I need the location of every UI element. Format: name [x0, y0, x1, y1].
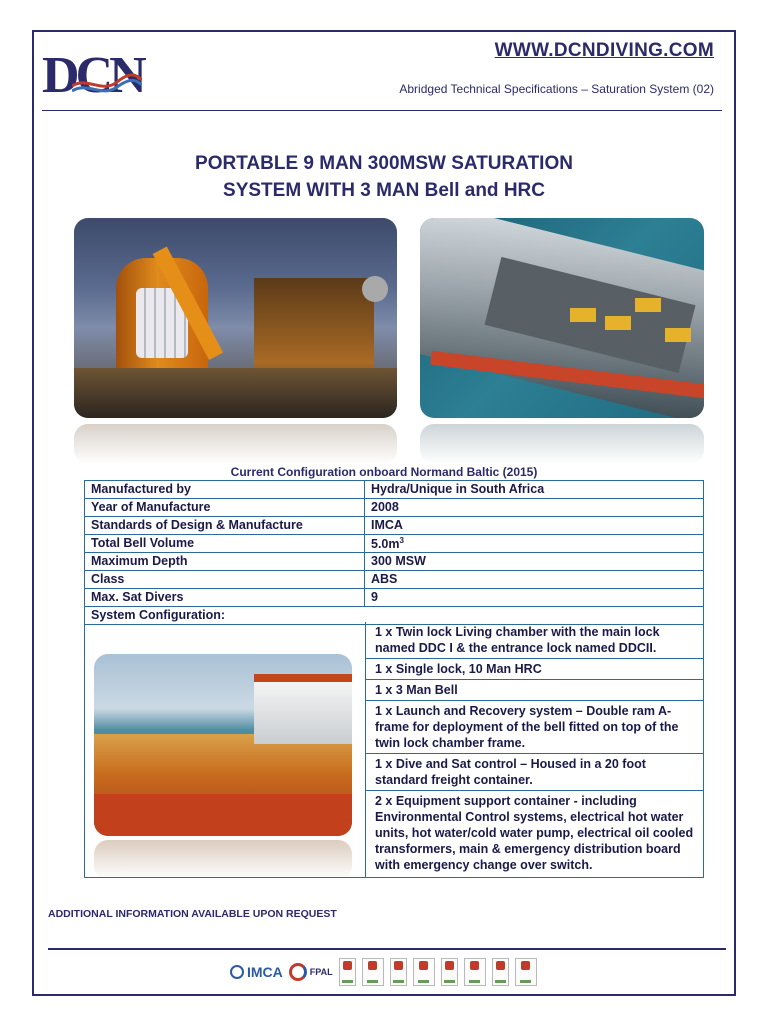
document-page	[32, 30, 736, 996]
spec-label: Total Bell Volume	[85, 535, 365, 553]
list-item: 1 x Launch and Recovery system – Double ram A-frame for deployment of the bell fitted on top of the twin lock chamber frame.	[366, 701, 703, 754]
vessel-aerial-photo	[420, 218, 704, 418]
list-item: 1 x Dive and Sat control – Housed in a 20 foot standard freight container.	[366, 754, 703, 791]
title-line-1: PORTABLE 9 MAN 300MSW SATURATION	[195, 153, 573, 174]
page-title	[34, 150, 734, 204]
document-subtitle: Abridged Technical Specifications – Saturation System (02)	[399, 82, 714, 96]
spec-table	[84, 480, 704, 625]
fpal-mark-icon	[289, 963, 307, 981]
additional-info-note: ADDITIONAL INFORMATION AVAILABLE UPON REQUEST	[48, 908, 337, 920]
table-row	[85, 553, 704, 571]
spec-value	[365, 535, 704, 553]
configuration-list	[366, 622, 703, 875]
bell-volume-value: 5.0m	[371, 537, 400, 552]
photo-reflection	[420, 424, 704, 464]
saturation-system-photo	[74, 218, 397, 418]
config-heading: System Configuration:	[85, 607, 704, 625]
list-item: 1 x Single lock, 10 Man HRC	[366, 659, 703, 680]
imca-logo: IMCA	[230, 964, 283, 980]
table-row	[85, 481, 704, 499]
table-row	[85, 589, 704, 607]
table-row	[85, 499, 704, 517]
spec-value: 300 MSW	[365, 553, 704, 571]
spec-label: Maximum Depth	[85, 553, 365, 571]
list-item: 2 x Equipment support container - including Environmental Control systems, electrical hot water units, hot water/cold water pump, electrical oil cooled transformers, main & emergency distribution board with emergency change over switch.	[375, 794, 694, 872]
certification-badge-icon	[441, 958, 458, 986]
table-caption: Current Configuration onboard Normand Baltic (2015)	[230, 465, 538, 479]
cubic-superscript: 3	[399, 536, 404, 545]
photo-reflection	[94, 840, 352, 880]
title-line-2: SYSTEM WITH 3 MAN Bell and HRC	[223, 180, 545, 201]
list-item: 1 x Twin lock Living chamber with the main lock named DDC I & the entrance lock named DDCII.	[366, 622, 703, 659]
spec-value: IMCA	[365, 517, 704, 535]
spec-label: Manufactured by	[85, 481, 365, 499]
globe-icon	[230, 965, 244, 979]
spec-label: Year of Manufacture	[85, 499, 365, 517]
certification-badge-icon	[390, 958, 407, 986]
website-link[interactable]: WWW.DCNDIVING.COM	[494, 40, 714, 61]
header-divider	[42, 110, 722, 111]
logo-wave-icon	[72, 68, 142, 98]
spec-value: ABS	[365, 571, 704, 589]
table-row	[85, 571, 704, 589]
table-row	[85, 517, 704, 535]
certification-badge-icon	[362, 958, 384, 986]
certification-badge-icon	[339, 958, 356, 986]
footer-divider	[48, 948, 726, 950]
vessel-side-photo	[94, 654, 352, 836]
spec-label: Class	[85, 571, 365, 589]
spec-label: Max. Sat Divers	[85, 589, 365, 607]
accreditation-logos	[230, 956, 537, 988]
photo-reflection	[74, 424, 397, 464]
spec-label: Standards of Design & Manufacture	[85, 517, 365, 535]
certification-badge-icon	[492, 958, 509, 986]
table-row	[85, 535, 704, 553]
logo-text: DCN	[42, 47, 143, 104]
spec-value: Hydra/Unique in South Africa	[365, 481, 704, 499]
dcn-logo	[42, 46, 152, 108]
spec-value: 2008	[365, 499, 704, 517]
fpal-logo: FPAL	[289, 963, 333, 981]
list-item: 1 x 3 Man Bell	[366, 680, 703, 701]
spec-value: 9	[365, 589, 704, 607]
certification-badge-icon	[413, 958, 435, 986]
certification-badge-icon	[464, 958, 486, 986]
certification-badge-icon	[515, 958, 537, 986]
